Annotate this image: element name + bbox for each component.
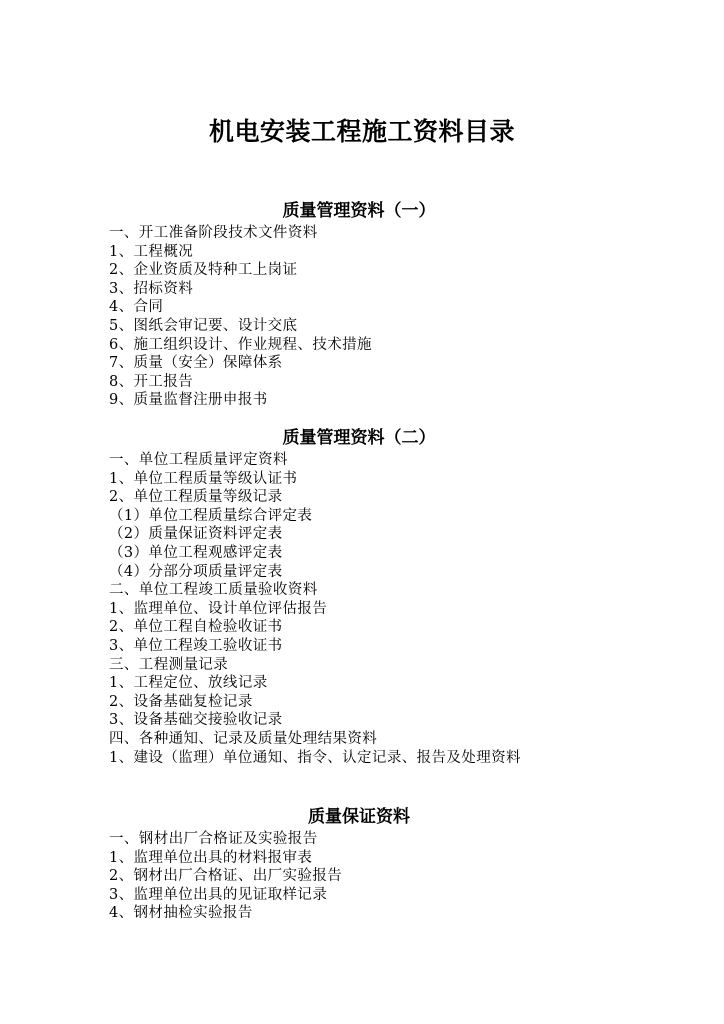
list-item: 5、图纸会审记要、设计交底 bbox=[109, 317, 298, 334]
list-item: 2、单位工程质量等级记录 bbox=[109, 489, 283, 506]
list-item: 1、建设（监理）单位通知、指令、认定记录、报告及处理资料 bbox=[109, 749, 521, 766]
section-heading: 质量管理资料（二） bbox=[282, 428, 436, 448]
list-item: 1、工程概况 bbox=[109, 243, 194, 260]
item-list bbox=[109, 224, 629, 410]
section-quality-management-1 bbox=[109, 198, 629, 410]
list-item: （3）单位工程观感评定表 bbox=[109, 544, 283, 561]
list-item: （2）质量保证资料评定表 bbox=[109, 526, 283, 543]
section-heading: 质量保证资料 bbox=[308, 807, 410, 827]
list-item: 8、开工报告 bbox=[109, 373, 194, 390]
item-list bbox=[109, 830, 629, 923]
list-item: 2、单位工程自检验收证书 bbox=[109, 619, 283, 636]
list-item: 二、单位工程竣工质量验收资料 bbox=[109, 582, 318, 599]
list-item: 4、合同 bbox=[109, 299, 164, 316]
list-item: 3、单位工程竣工验收证书 bbox=[109, 637, 283, 654]
list-item: 四、各种通知、记录及质量处理结果资料 bbox=[109, 730, 378, 747]
list-item: （4）分部分项质量评定表 bbox=[109, 563, 283, 580]
list-item: 1、单位工程质量等级认证书 bbox=[109, 470, 298, 487]
list-item: 2、企业资质及特种工上岗证 bbox=[109, 262, 298, 279]
list-item: 一、开工准备阶段技术文件资料 bbox=[109, 225, 318, 241]
list-item: 一、钢材出厂合格证及实验报告 bbox=[109, 831, 318, 847]
list-item: 一、单位工程质量评定资料 bbox=[109, 452, 288, 468]
list-item: 1、监理单位、设计单位评估报告 bbox=[109, 600, 328, 617]
list-item: 1、工程定位、放线记录 bbox=[109, 675, 268, 692]
list-item: 1、监理单位出具的材料报审表 bbox=[109, 849, 313, 866]
list-item: 3、监理单位出具的见证取样记录 bbox=[109, 886, 328, 903]
section-quality-management-2 bbox=[109, 425, 629, 767]
list-item: 2、钢材出厂合格证、出厂实验报告 bbox=[109, 868, 343, 885]
list-item: 2、设备基础复检记录 bbox=[109, 693, 253, 710]
list-item: 三、工程测量记录 bbox=[109, 656, 229, 673]
list-item: （1）单位工程质量综合评定表 bbox=[109, 507, 313, 524]
list-item: 3、招标资料 bbox=[109, 280, 194, 297]
list-item: 6、施工组织设计、作业规程、技术措施 bbox=[109, 336, 372, 353]
list-item: 3、设备基础交接验收记录 bbox=[109, 712, 283, 729]
item-list bbox=[109, 451, 629, 767]
list-item: 9、质量监督注册申报书 bbox=[109, 392, 268, 409]
document-title: 机电安装工程施工资料目录 bbox=[208, 117, 515, 146]
section-heading: 质量管理资料（一） bbox=[282, 201, 436, 221]
list-item: 4、钢材抽检实验报告 bbox=[109, 905, 253, 922]
section-quality-assurance bbox=[109, 804, 629, 923]
list-item: 7、质量（安全）保障体系 bbox=[109, 355, 283, 372]
